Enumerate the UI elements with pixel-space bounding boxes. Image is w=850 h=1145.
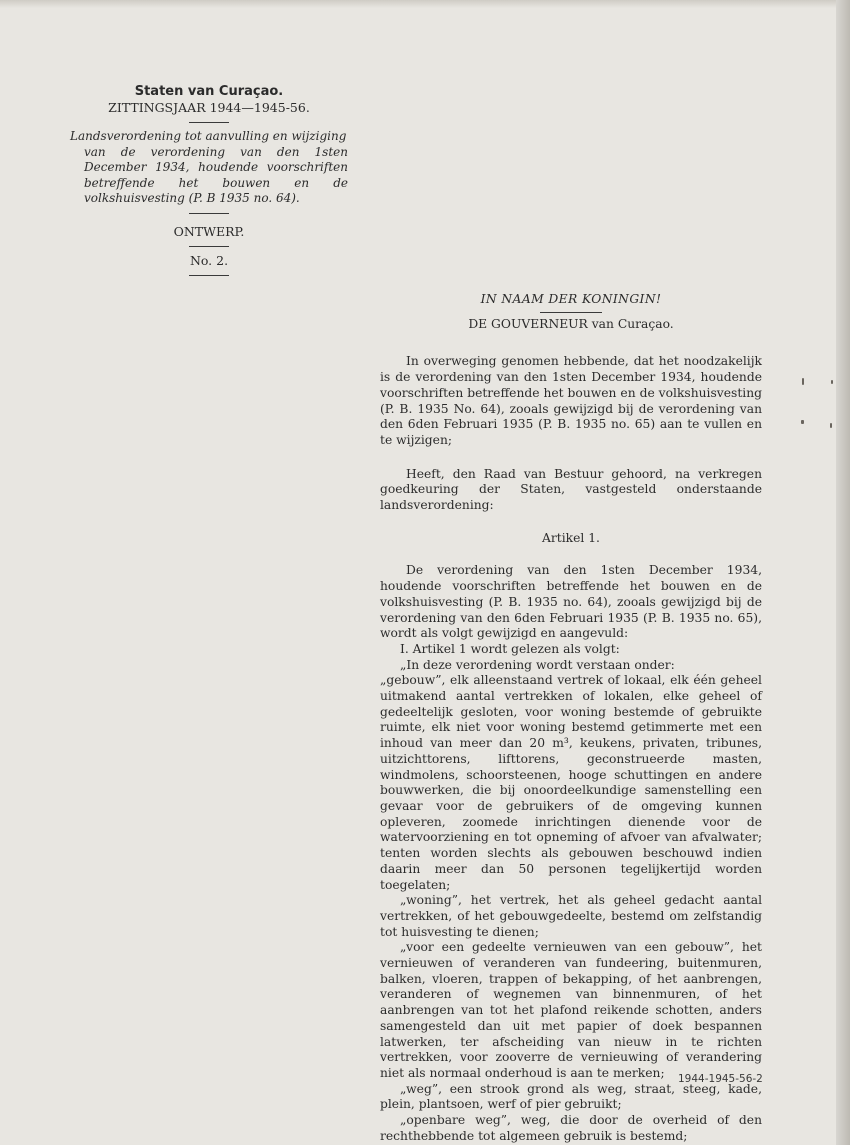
paper-right-edge: [836, 0, 850, 1145]
invocation: IN NAAM DER KONINGIN!: [480, 292, 662, 306]
subject-continuation: van de verordening van den 1sten December 1934, houdende voorschriften betreffende het bouwen en de volkshuisvesting (P. B 1935 no. 64).: [84, 144, 348, 205]
article-intro: De verordening van den 1sten December 1934, houdende voorschriften betreffende het bouwen en de volkshuisvesting (P. B. 1935 no. 64), zooals gewijzigd bij de verordening van den 6den Februari 1935 (P. B. 1935 no. 65), wordt als volgt gewijzigd en aangevuld:: [380, 563, 762, 641]
draft-label: ONTWERP.: [173, 223, 245, 239]
draft-number: No. 2.: [189, 252, 229, 268]
draft-divider: [189, 246, 229, 247]
document-code: 1944-1945-56-2: [678, 1073, 763, 1085]
ordinance-body: [380, 292, 762, 1144]
definitions-intro: „In deze verordening wordt verstaan onder:: [400, 657, 675, 672]
paper-top-edge: [0, 0, 850, 8]
article-title: Artikel 1.: [542, 530, 600, 545]
definition-openbare-weg: „openbare weg”, weg, die door de overheid of den rechthebbende tot algemeen gebruik is bestemd;: [380, 1113, 762, 1143]
paper-speck: [831, 380, 833, 384]
subject-first-line: Landsverordening tot aanvulling en wijziging: [70, 129, 347, 143]
enactment-paragraph: Heeft, den Raad van Bestuur gehoord, na verkregen goedkeuring der Staten, vastgesteld onderstaande landsverordening:: [380, 466, 762, 513]
ordinance-subject: [70, 129, 348, 207]
subject-divider: [189, 213, 229, 214]
paper-speck: [830, 423, 832, 428]
paper-speck: [801, 420, 804, 424]
governor-heading: DE GOUVERNEUR van Curaçao.: [468, 316, 674, 331]
parliament-title: Staten van Curaçao.: [134, 84, 284, 99]
session-year: ZITTINGSJAAR 1944—1945-56.: [108, 100, 310, 115]
item-i: I. Artikel 1 wordt gelezen als volgt:: [400, 641, 620, 656]
definition-weg: „weg”, een strook grond als weg, straat, steeg, kade, plein, plantsoen, werf of pier gebruikt;: [380, 1081, 762, 1112]
header-divider: [189, 122, 229, 123]
invocation-divider: [540, 312, 602, 313]
document-header: [70, 84, 348, 282]
number-divider: [189, 275, 229, 276]
definition-woning: „woning”, het vertrek, het als geheel gedacht aantal vertrekken, of het gebouwgedeelte, bestemd om zelfstandig tot huisvesting te dienen;: [380, 893, 762, 939]
definition-gebouw: „gebouw”, elk alleenstaand vertrek of lokaal, elk één geheel uitmakend aantal vertrekken of lokalen, elke geheel of gedeeltelijk gesloten, voor woning bestemde of gebruikte ruimte, elk niet voor woning bestemd getimmerte met een inhoud van meer dan 20 m³, keukens, privaten, tribunes, uitzichttorens, lifttorens, geconstrueerde masten, windmolens, schoorsteenen, hooge schuttingen en andere bouwwerken, die bij onoordeelkundige samenstelling een gevaar voor de gebruikers of de omgeving kunnen opleveren, zoomede inrichtingen dienende voor de watervoorziening en tot opneming of afvoer van afvalwater; tenten worden slechts als gebouwen beschouwd indien daarin meer dan 50 personen tegelijkertijd worden toegelaten;: [380, 673, 762, 892]
consideration-paragraph: In overweging genomen hebbende, dat het noodzakelijk is de verordening van den 1sten December 1934, houdende voorschriften betreffende het bouwen en de volkshuisvesting (P. B. 1935 No. 64), zooals gewijzigd bij de verordening van den 6den Februari 1935 (P. B. 1935 no. 65) aan te vullen en te wijzigen;: [380, 354, 762, 447]
definition-vernieuwen: „voor een gedeelte vernieuwen van een gebouw”, het vernieuwen of veranderen van fundeering, buitenmuren, balken, vloeren, trappen of bekapping, of het aanbrengen, veranderen of wegnemen van binnenmuren, of het aanbrengen van tot het plafond reikende schotten, anders samengesteld dan uit met papier of doek bespannen latwerken, ter afscheiding van nieuw in te richten vertrekken, voor zooverre de vernieuwing of verandering niet als normaal onderhoud is aan te merken;: [380, 940, 762, 1080]
paper-speck: [802, 378, 804, 385]
